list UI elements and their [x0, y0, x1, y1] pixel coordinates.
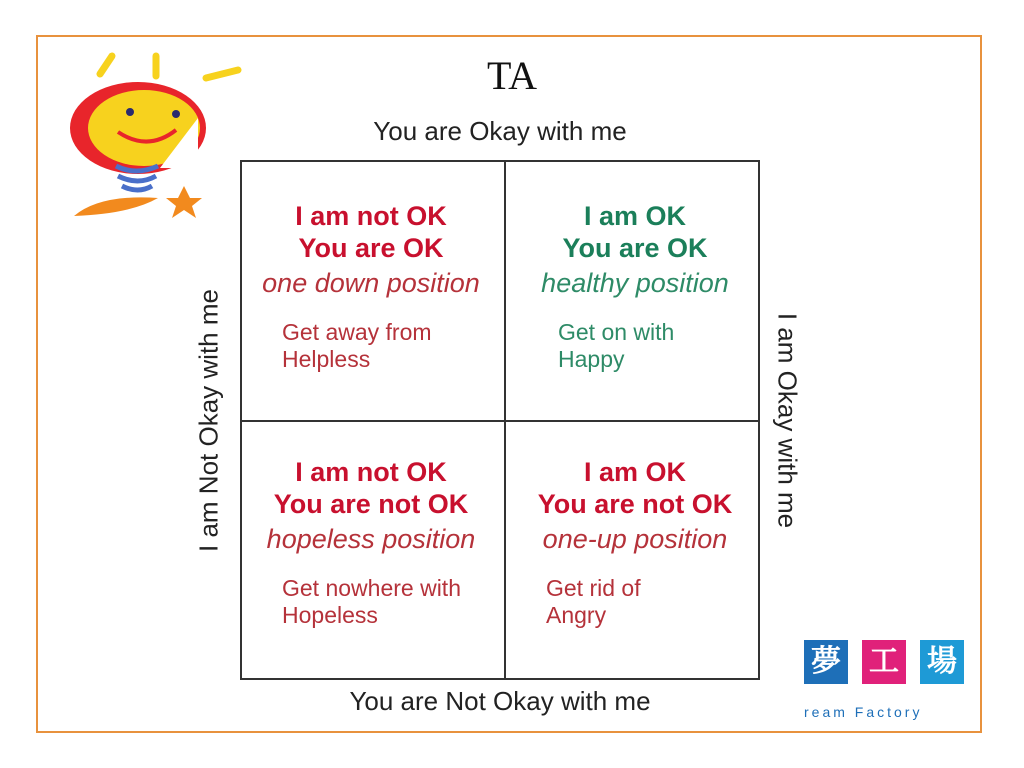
ok-corral-grid: [240, 160, 760, 680]
quadrant-top-right: [506, 162, 764, 418]
quadrant-bottom-right: [506, 422, 764, 678]
quadrant-action: [546, 575, 764, 629]
slide-title: TA: [486, 53, 538, 98]
quadrant-action-line-2: Hopeless: [282, 602, 378, 628]
quadrant-action-line-1: Get away from: [282, 319, 432, 345]
quadrant-position: hopeless position: [266, 524, 476, 554]
axis-label-left: I am Not Okay with me: [193, 289, 224, 552]
quadrant-position: one down position: [262, 268, 480, 298]
quadrant-bottom-left: [242, 422, 500, 678]
quadrant-headline-1: I am not OK: [295, 457, 447, 487]
quadrant-action-line-1: Get rid of: [546, 575, 641, 601]
axis-label-right: I am Okay with me: [772, 312, 803, 529]
quadrant-action-line-2: Angry: [546, 602, 607, 628]
quadrant-headline-2: You are OK: [298, 233, 444, 263]
quadrant-top-left: [242, 162, 500, 418]
logo-char-1: 夢: [804, 640, 848, 684]
quadrant-headline-2: You are OK: [562, 233, 708, 263]
quadrant-action-line-2: Helpless: [282, 346, 371, 372]
quadrant-headline-1: I am not OK: [295, 201, 447, 231]
dream-factory-logo: [800, 640, 970, 726]
quadrant-headline-1: I am OK: [583, 201, 687, 231]
quadrant-action: [282, 575, 500, 629]
axis-label-top: You are Okay with me: [373, 116, 627, 146]
quadrant-action: [558, 319, 764, 373]
quadrant-action: [282, 319, 500, 373]
quadrant-headline-2: You are not OK: [537, 489, 733, 519]
quadrant-action-line-2: Happy: [558, 346, 625, 372]
logo-char-2: 工: [862, 640, 906, 684]
quadrant-action-line-1: Get nowhere with: [282, 575, 461, 601]
quadrant-action-line-1: Get on with: [558, 319, 675, 345]
quadrant-headline-2: You are not OK: [273, 489, 469, 519]
logo-char-3: 場: [920, 640, 964, 684]
logo-tagline: ream Factory: [804, 704, 923, 720]
quadrant-headline-1: I am OK: [583, 457, 687, 487]
axis-label-bottom: You are Not Okay with me: [349, 686, 651, 716]
quadrant-position: healthy position: [541, 268, 729, 298]
quadrant-position: one-up position: [542, 524, 728, 554]
